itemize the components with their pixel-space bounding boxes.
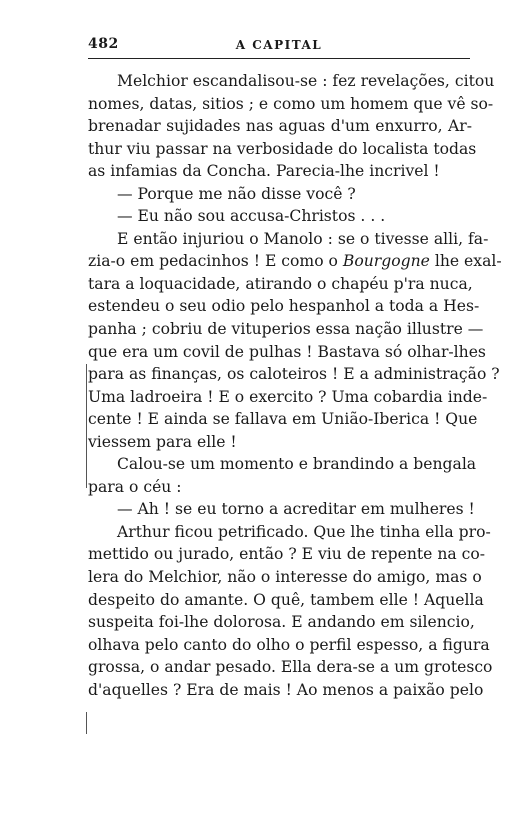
text-line: — Ah ! se eu torno a acreditar em mulheres ! bbox=[117, 500, 475, 519]
text-line: olhava pelo canto do olho o perfil espesso, a figura bbox=[88, 635, 490, 654]
text-line: cente ! E ainda se fallava em União-Iberica ! Que bbox=[88, 410, 478, 429]
italic-term: Bourgogne bbox=[342, 252, 430, 271]
page-number: 482 bbox=[88, 36, 119, 52]
text-line: thur viu passar na verbosidade do localista todas bbox=[88, 139, 477, 158]
text-line: — Eu não sou accusa-Christos . . . bbox=[117, 207, 386, 226]
body-text bbox=[88, 70, 502, 701]
text-segment: lhe exal- bbox=[434, 252, 502, 271]
text-line: despeito do amante. O quê, tambem elle ! Aquella bbox=[88, 590, 484, 609]
text-line: Calou-se um momento e brandindo a bengala bbox=[117, 455, 477, 474]
text-line bbox=[88, 250, 502, 273]
text-line: para as finanças, os caloteiros ! E a administração ? bbox=[88, 365, 500, 384]
text-line: estendeu o seu odio pelo hespanhol a toda a Hes- bbox=[88, 297, 480, 316]
text-line: para o céu : bbox=[88, 477, 182, 496]
text-line: Arthur ficou petrificado. Que lhe tinha ella pro- bbox=[117, 522, 491, 541]
text-line: que era um covil de pulhas ! Bastava só olhar-lhes bbox=[88, 342, 486, 361]
text-line: d'aquelles ? Era de mais ! Ao menos a paixão pelo bbox=[88, 680, 484, 699]
text-segment: zia-o em pedacinhos ! E como o bbox=[88, 252, 338, 271]
margin-mark bbox=[86, 364, 87, 488]
text-line: tara a loquacidade, atirando o chapéu p'ra nuca, bbox=[88, 274, 473, 293]
margin-mark bbox=[86, 712, 87, 734]
text-line: mettido ou jurado, então ? E viu de repente na co- bbox=[88, 545, 486, 564]
running-head: A CAPITAL bbox=[235, 38, 323, 52]
text-line: Melchior escandalisou-se : fez revelações, citou bbox=[117, 72, 495, 90]
text-line: — Porque me não disse você ? bbox=[117, 184, 356, 203]
text-line: panha ; cobriu de vituperios essa nação illustre — bbox=[88, 320, 484, 339]
text-line: Uma ladroeira ! E o exercito ? Uma cobardia inde- bbox=[88, 387, 488, 406]
text-line: E então injuriou o Manolo : se o tivesse alli, fa- bbox=[117, 229, 489, 248]
text-line: lera do Melchior, não o interesse do amigo, mas o bbox=[88, 568, 482, 587]
text-line: viessem para elle ! bbox=[88, 432, 237, 451]
page-header bbox=[88, 36, 470, 59]
text-line: nomes, datas, sitios ; e como um homem que vê so- bbox=[88, 94, 494, 113]
text-line: brenadar sujidades nas aguas d'um enxurro, Ar- bbox=[88, 117, 472, 136]
text-line: grossa, o andar pesado. Ella dera-se a um grotesco bbox=[88, 658, 493, 677]
text-line: suspeita foi-lhe dolorosa. E andando em silencio, bbox=[88, 613, 475, 632]
text-line: as infamias da Concha. Parecia-lhe incrivel ! bbox=[88, 162, 440, 181]
